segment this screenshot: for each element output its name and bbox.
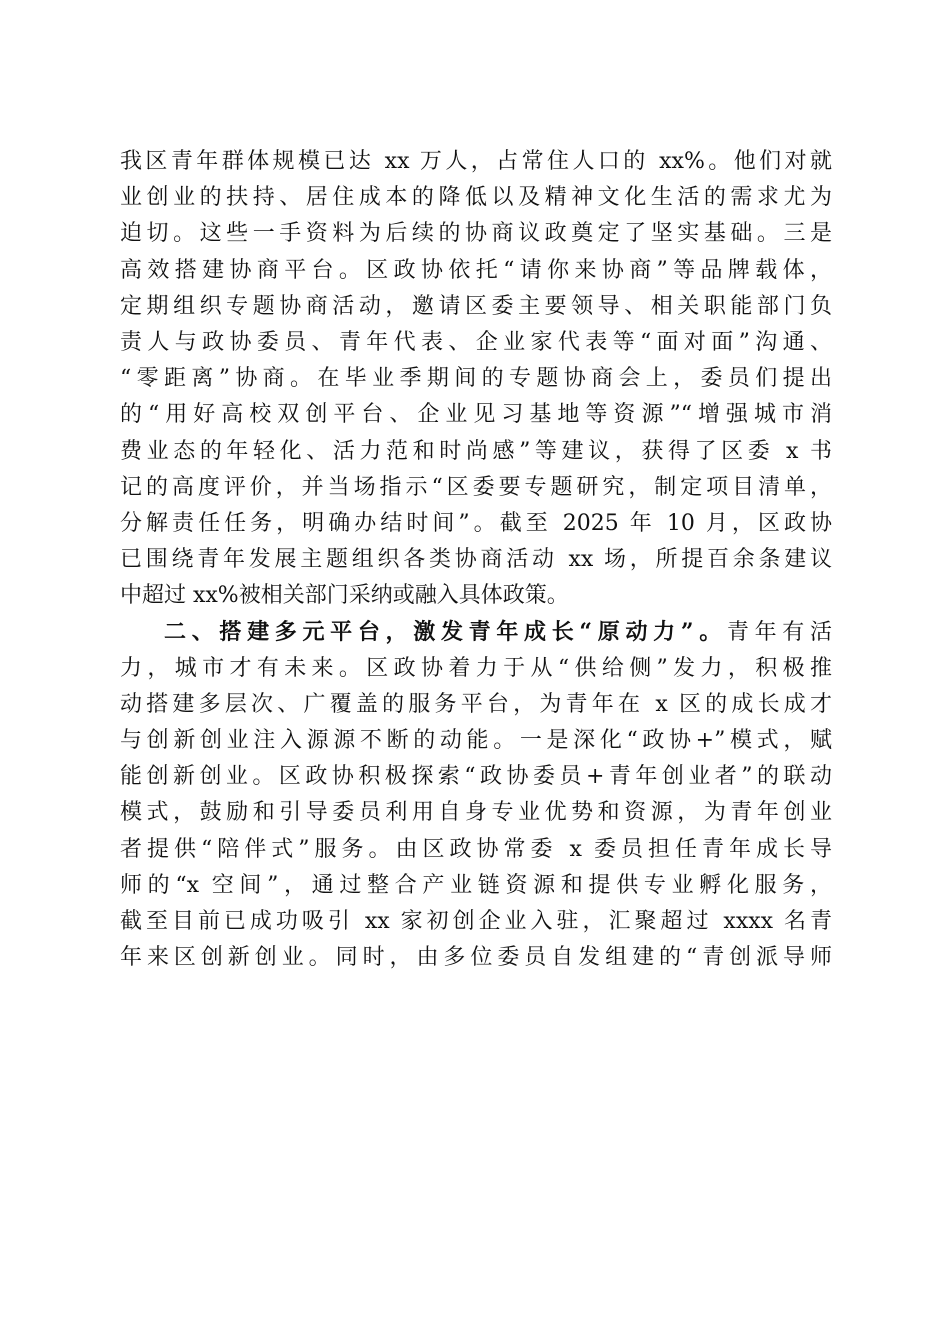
text-line: 动搭建多层次、广覆盖的服务平台，为青年在 x 区的成长成才 bbox=[120, 691, 832, 717]
section-heading: 二、搭建多元平台，激发青年成长“原动力”。 bbox=[164, 619, 727, 646]
text-line: 年来区创新创业。同时，由多位委员自发组建的“青创派导师 bbox=[120, 945, 832, 971]
document-body bbox=[120, 144, 832, 976]
heading-continuation: 青年有活 bbox=[726, 620, 832, 646]
paragraph-2-first-line bbox=[120, 614, 832, 650]
text-line: 截至目前已成功吸引 xx 家初创企业入驻，汇聚超过 xxxx 名青 bbox=[120, 908, 832, 934]
text-line: 力，城市才有未来。区政协着力于从“供给侧”发力，积极推 bbox=[120, 655, 832, 681]
text-line: 我区青年群体规模已达 xx 万人，占常住人口的 xx%。他们对就 bbox=[120, 149, 832, 174]
text-line: 师的“x 空间”，通过整合产业链资源和提供专业孵化服务， bbox=[120, 872, 832, 898]
paragraph-2 bbox=[120, 614, 832, 976]
text-line: 记的高度评价，并当场指示“区委要专题研究，制定项目清单， bbox=[120, 474, 832, 500]
text-line: “零距离”协商。在毕业季期间的专题协商会上，委员们提出 bbox=[120, 366, 832, 392]
text-line: 中超过 xx%被相关部门采纳或融入具体政策。 bbox=[120, 583, 569, 609]
text-line: 业创业的扶持、居住成本的降低以及精神文化生活的需求尤为 bbox=[120, 185, 832, 211]
text-line: 定期组织专题协商活动，邀请区委主要领导、相关职能部门负 bbox=[120, 293, 832, 319]
text-line: 模式，鼓励和引导委员利用自身专业优势和资源，为青年创业 bbox=[120, 800, 832, 826]
text-line: 高效搭建协商平台。区政协依托“请你来协商”等品牌载体， bbox=[120, 257, 832, 283]
paragraph-1 bbox=[120, 144, 832, 614]
text-line: 分解责任任务，明确办结时间”。截至 2025 年 10 月，区政协 bbox=[120, 510, 832, 536]
text-line: 责人与政协委员、青年代表、企业家代表等“面对面”沟通、 bbox=[120, 329, 832, 355]
text-line: 费业态的年轻化、活力范和时尚感”等建议，获得了区委 x 书 bbox=[120, 438, 832, 464]
text-line: 与创新创业注入源源不断的动能。一是深化“政协+”模式，赋 bbox=[120, 728, 832, 753]
text-line: 者提供“陪伴式”服务。由区政协常委 x 委员担任青年成长导 bbox=[120, 836, 832, 862]
text-line: 能创新创业。区政协积极探索“政协委员+青年创业者”的联动 bbox=[120, 764, 832, 790]
text-line: 的“用好高校双创平台、企业见习基地等资源”“增强城市消 bbox=[120, 402, 832, 428]
text-line: 迫切。这些一手资料为后续的协商议政奠定了坚实基础。三是 bbox=[120, 221, 832, 247]
text-line: 已围绕青年发展主题组织各类协商活动 xx 场，所提百余条建议 bbox=[120, 547, 832, 573]
